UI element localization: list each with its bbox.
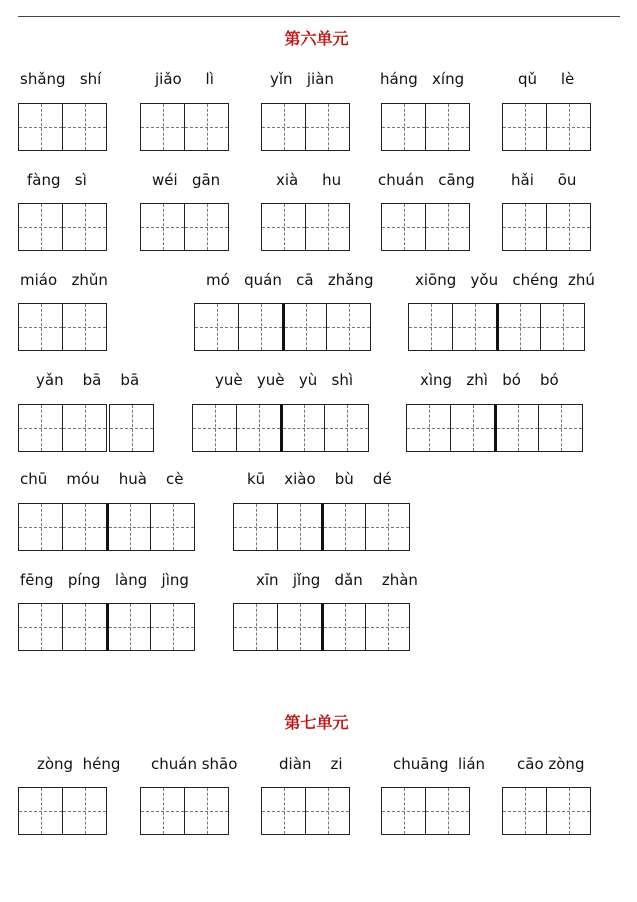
pinyin-label: yǎn bā bā [36,371,140,389]
pinyin-label: cāo zòng [517,755,585,773]
section-title: 第六单元 [284,29,349,48]
writing-cell[interactable] [277,603,322,651]
top-rule [18,16,620,17]
writing-cell[interactable] [140,103,185,151]
writing-cell[interactable] [305,203,350,251]
pinyin-label: miáo zhǔn [20,271,108,289]
writing-cell[interactable] [18,503,63,551]
tianzige-grid [381,203,470,251]
pinyin-label: diàn zi [279,755,343,773]
pinyin-label: chuán cāng [378,171,475,189]
writing-cell[interactable] [233,603,278,651]
writing-cell[interactable] [425,787,470,835]
writing-cell[interactable] [321,503,366,551]
writing-cell[interactable] [305,787,350,835]
writing-cell[interactable] [18,203,63,251]
tianzige-grid [140,103,229,151]
writing-cell[interactable] [62,603,107,651]
writing-cell[interactable] [546,103,591,151]
writing-cell[interactable] [238,303,283,351]
tianzige-grid [502,103,591,151]
writing-cell[interactable] [326,303,371,351]
pinyin-label: kū xiào bù dé [247,470,392,488]
writing-cell[interactable] [150,503,195,551]
writing-cell[interactable] [496,303,541,351]
writing-cell[interactable] [106,603,151,651]
writing-cell[interactable] [282,303,327,351]
writing-cell[interactable] [62,103,107,151]
tianzige-grid [192,404,369,452]
writing-cell[interactable] [109,404,154,452]
tianzige-grid [18,503,195,551]
tianzige-grid [18,203,107,251]
pinyin-label: xià hu [276,171,342,189]
pinyin-label: qǔ lè [518,70,575,88]
pinyin-label: zòng héng [37,755,121,773]
writing-cell[interactable] [494,404,539,452]
tianzige-grid [381,787,470,835]
writing-cell[interactable] [18,103,63,151]
pinyin-label: fàng sì [27,171,87,189]
writing-cell[interactable] [194,303,239,351]
writing-cell[interactable] [406,404,451,452]
pinyin-label: xìng zhì bó bó [420,371,559,389]
writing-cell[interactable] [261,103,306,151]
writing-cell[interactable] [192,404,237,452]
tianzige-grid [261,787,350,835]
pinyin-label: xiōng yǒu chéng zhú [415,271,595,289]
writing-cell[interactable] [408,303,453,351]
writing-cell[interactable] [381,203,426,251]
tianzige-grid [18,303,107,351]
tianzige-grid [18,787,107,835]
tianzige-grid [140,203,229,251]
writing-cell[interactable] [425,103,470,151]
writing-cell[interactable] [452,303,497,351]
tianzige-grid [18,603,195,651]
pinyin-label: chuāng lián [393,755,486,773]
tianzige-grid [140,787,229,835]
writing-cell[interactable] [365,603,410,651]
section-title: 第七单元 [284,713,349,732]
pinyin-label: jiǎo lì [155,70,214,88]
tianzige-grid [502,787,591,835]
writing-cell[interactable] [150,603,195,651]
pinyin-label: chū móu huà cè [20,470,184,488]
writing-cell[interactable] [321,603,366,651]
writing-cell[interactable] [261,787,306,835]
writing-cell[interactable] [18,404,63,452]
writing-cell[interactable] [18,303,63,351]
tianzige-grid [261,203,350,251]
writing-cell[interactable] [140,203,185,251]
writing-cell[interactable] [502,203,547,251]
tianzige-grid [381,103,470,151]
pinyin-label: hǎi ōu [511,171,577,189]
tianzige-grid [194,303,371,351]
writing-cell[interactable] [233,503,278,551]
writing-cell[interactable] [62,404,107,452]
tianzige-grid [233,503,410,551]
pinyin-label: yǐn jiàn [270,70,334,88]
writing-cell[interactable] [546,787,591,835]
writing-cell[interactable] [546,203,591,251]
writing-cell[interactable] [184,787,229,835]
writing-cell[interactable] [381,103,426,151]
writing-cell[interactable] [538,404,583,452]
writing-cell[interactable] [450,404,495,452]
writing-cell[interactable] [62,303,107,351]
writing-cell[interactable] [184,203,229,251]
pinyin-label: háng xíng [380,70,465,88]
pinyin-label: shǎng shí [20,70,102,88]
writing-cell[interactable] [261,203,306,251]
writing-cell[interactable] [277,503,322,551]
tianzige-grid [406,404,583,452]
writing-cell[interactable] [236,404,281,452]
tianzige-grid [261,103,350,151]
writing-cell[interactable] [324,404,369,452]
writing-cell[interactable] [140,787,185,835]
writing-cell[interactable] [62,787,107,835]
tianzige-grid [502,203,591,251]
pinyin-label: xīn jǐng dǎn zhàn [256,571,418,589]
pinyin-label: yuè yuè yù shì [215,371,354,389]
tianzige-grid [18,404,154,452]
writing-cell[interactable] [18,603,63,651]
pinyin-label: wéi gān [152,171,221,189]
writing-cell[interactable] [381,787,426,835]
writing-cell[interactable] [280,404,325,452]
writing-cell[interactable] [540,303,585,351]
writing-cell[interactable] [365,503,410,551]
tianzige-grid [408,303,585,351]
tianzige-grid [233,603,410,651]
writing-cell[interactable] [305,103,350,151]
pinyin-label: mó quán cā zhǎng [206,271,374,289]
writing-cell[interactable] [106,503,151,551]
writing-cell[interactable] [184,103,229,151]
writing-cell[interactable] [18,787,63,835]
writing-cell[interactable] [425,203,470,251]
pinyin-label: chuán shāo [151,755,238,773]
writing-cell[interactable] [502,103,547,151]
tianzige-grid [18,103,107,151]
writing-cell[interactable] [62,203,107,251]
pinyin-label: fēng píng làng jìng [20,571,189,589]
writing-cell[interactable] [62,503,107,551]
writing-cell[interactable] [502,787,547,835]
